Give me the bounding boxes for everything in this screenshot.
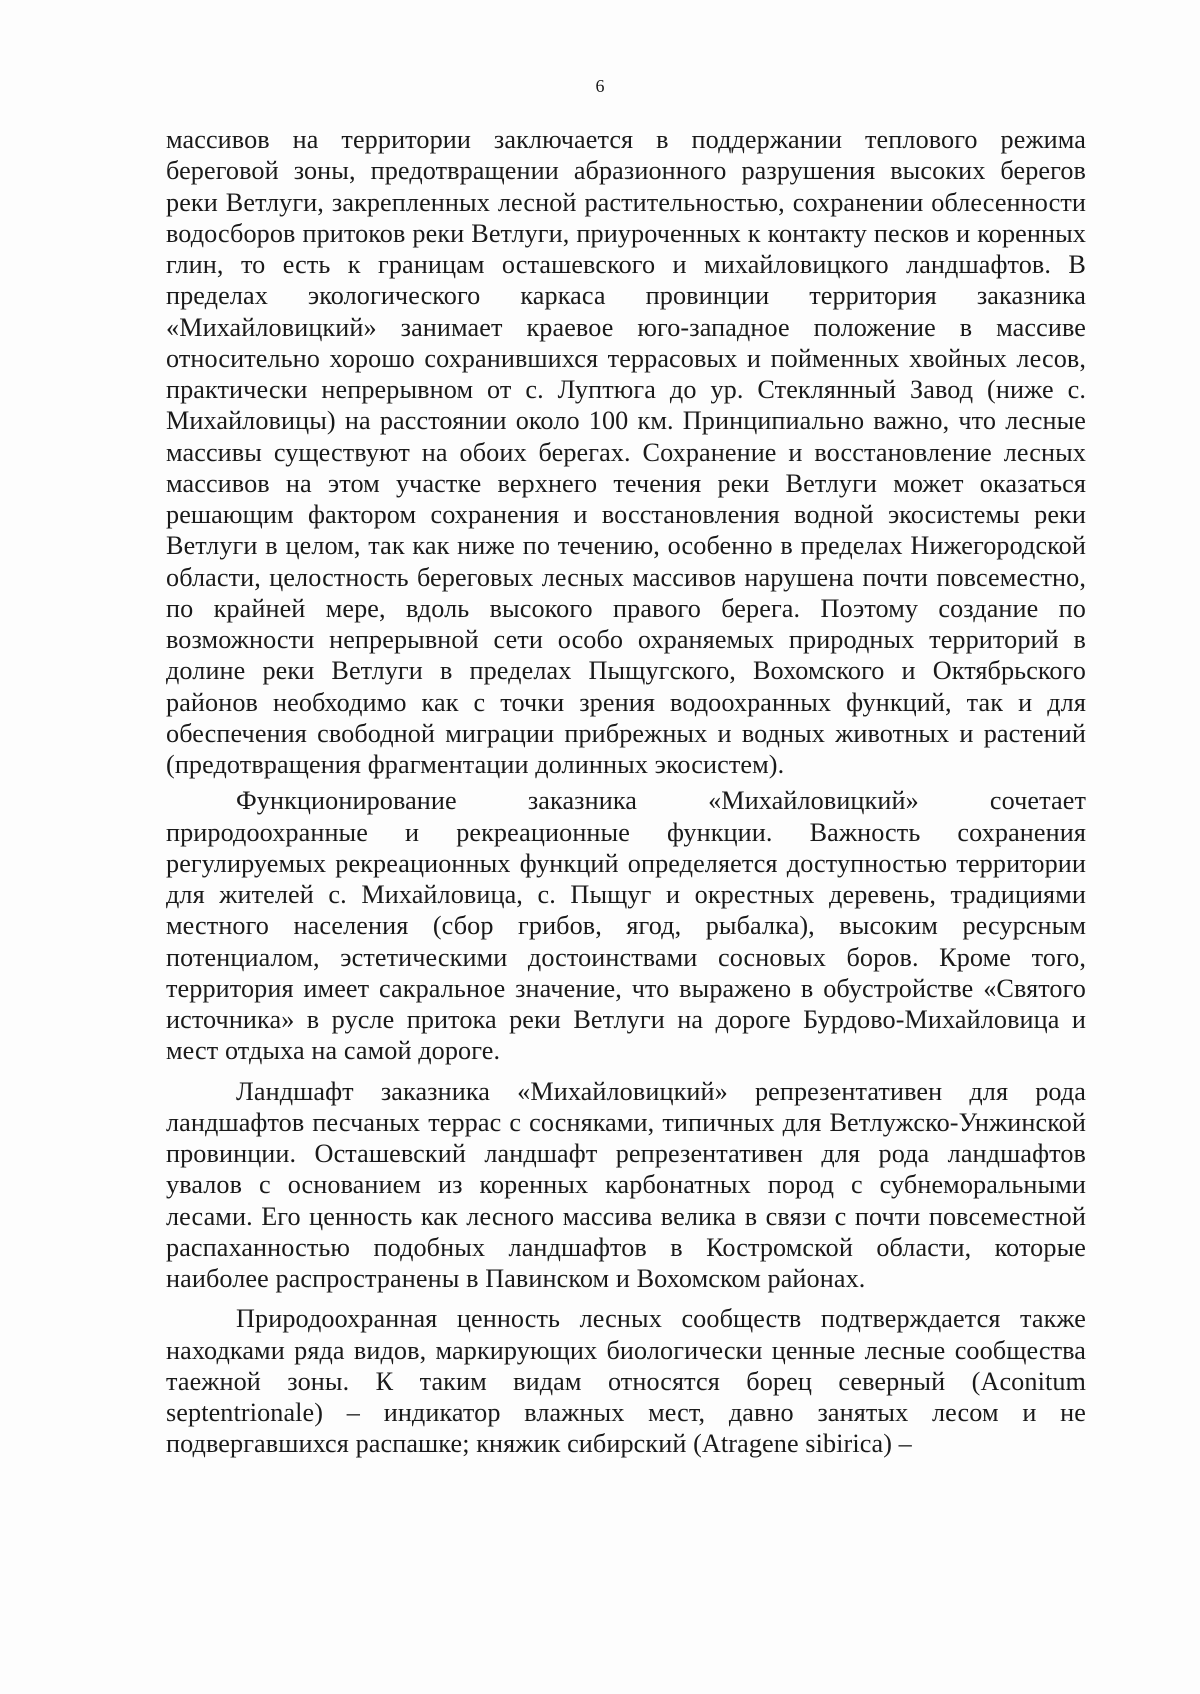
paragraph-3: Ландшафт заказника «Михайловицкий» репрезентативен для рода ландшафтов песчаных террас с сосняками, типичных для Ветлужско-Унжинской провинции. Осташевский ландшафт репрезентативен для рода ландшафтов увалов с основанием из коренных карбонатных пород с субнеморальными лесами. Его ценность как лесного массива велика в связи с почти повсеместной распаханностью подобных ландшафтов в Костромской области, которые наиболее распространены в Павинском и Вохомском районах.: [166, 1076, 1086, 1293]
paragraph-4: Природоохранная ценность лесных сообществ подтверждается также находками ряда видов, маркирующих биологически ценные лесные сообщества таежной зоны. К таким видам относятся борец северный (Aconitum septentrionale) – индикатор влажных мест, давно занятых лесом и не подвергавшихся распашке; княжик сибирский (Atragene sibirica) –: [166, 1304, 1086, 1459]
paragraph-2: Функционирование заказника «Михайловицкий» сочетает природоохранные и рекреационные функции. Важность сохранения регулируемых рекреационных функций определяется доступностью территории для жителей с. Михайловица, с. Пыщуг и окрестных деревень, традициями местного населения (сбор грибов, ягод, рыбалка), высоким ресурсным потенциалом, эстетическими достоинствами сосновых боров. Кроме того, территория имеет сакральное значение, что выражено в обустройстве «Святого источника» в русле притока реки Ветлуги на дороге Бурдово-Михайловица и мест отдыха на самой дороге.: [166, 786, 1086, 1066]
page-number: 6: [595, 76, 605, 96]
document-body: [166, 124, 1086, 1460]
paragraph-1: массивов на территории заключается в поддержании теплового режима береговой зоны, предотвращении абразионного разрушения высоких берегов реки Ветлуги, закрепленных лесной растительностью, сохранении облесенности водосборов притоков реки Ветлуги, приуроченных к контакту песков и коренных глин, то есть к границам осташевского и михайловицкого ландшафтов. В пределах экологического каркаса провинции территория заказника «Михайловицкий» занимает краевое юго-западное положение в массиве относительно хорошо сохранившихся террасовых и пойменных хвойных лесов, практически непрерывном от с. Луптюга до ур. Стеклянный Завод (ниже с. Михайловицы) на расстоянии около 100 км. Принципиально важно, что лесные массивы существуют на обоих берегах. Сохранение и восстановление лесных массивов на этом участке верхнего течения реки Ветлуги может оказаться решающим фактором сохранения и восстановления водной экосистемы реки Ветлуги в целом, так как ниже по течению, особенно в пределах Нижегородской области, целостность береговых лесных массивов нарушена почти повсеместно, по крайней мере, вдоль высокого правого берега. Поэтому создание по возможности непрерывной сети особо охраняемых природных территорий в долине реки Ветлуги в пределах Пыщугского, Вохомского и Октябрьского районов необходимо как с точки зрения водоохранных функций, так и для обеспечения свободной миграции прибрежных и водных животных и растений (предотвращения фрагментации долинных экосистем).: [166, 125, 1086, 779]
